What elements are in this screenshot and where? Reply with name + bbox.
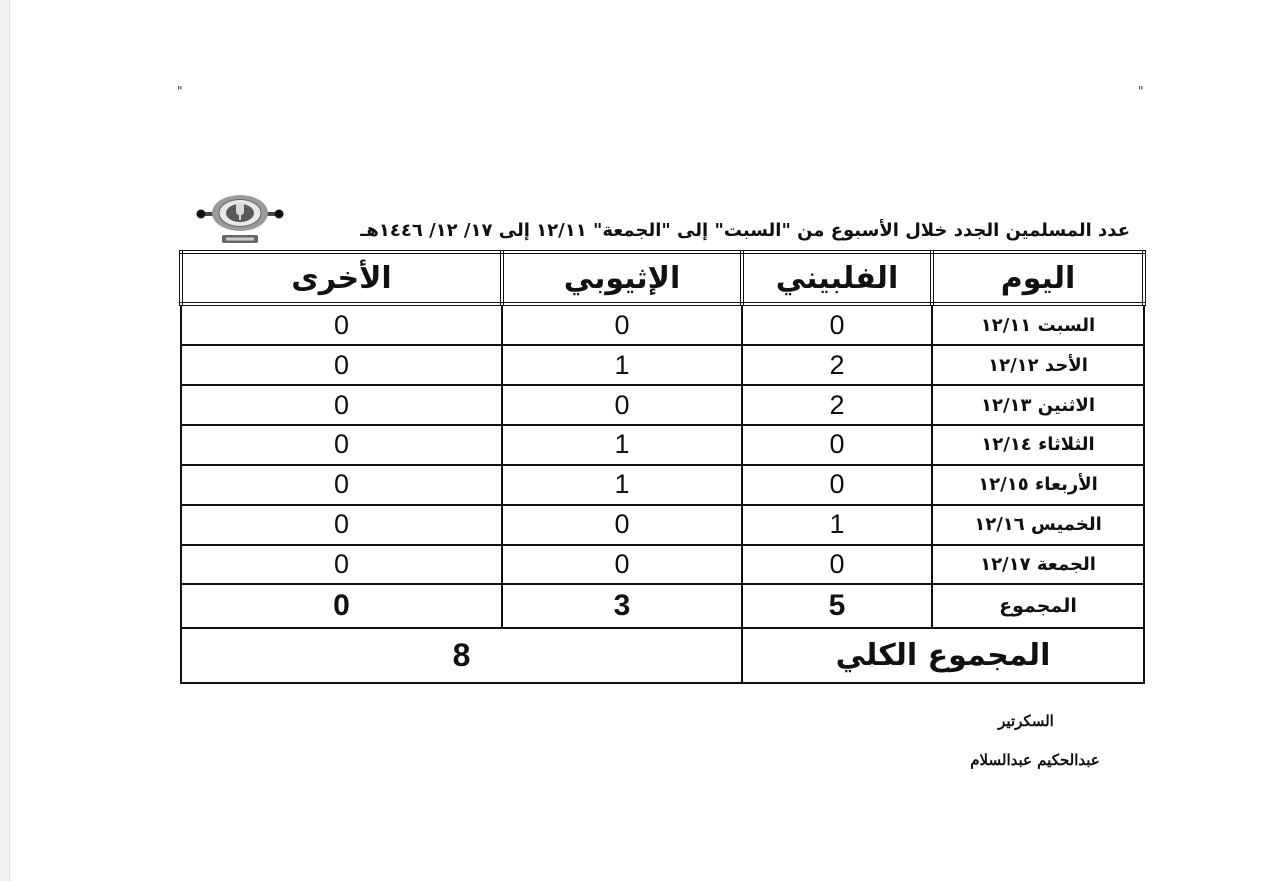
row-filipino: 2 [742,345,932,385]
row-filipino: 0 [742,304,932,345]
row-day: الاثنين ١٢/١٣ [932,385,1144,425]
row-filipino: 0 [742,545,932,585]
corner-mark-right: " [1138,84,1144,98]
row-ethiopian: 1 [502,345,742,385]
row-day: الجمعة ١٢/١٧ [932,545,1144,585]
organization-logo-icon [193,190,287,246]
row-other: 0 [181,545,502,585]
row-other: 0 [181,345,502,385]
table-header-row [181,252,1144,304]
signature-name: عبدالحكيم عبدالسلام [970,751,1100,769]
row-ethiopian: 0 [502,505,742,545]
table-row [181,345,1144,385]
table-row [181,385,1144,425]
row-filipino: 0 [742,425,932,465]
table-row [181,505,1144,545]
row-ethiopian: 0 [502,304,742,345]
row-ethiopian: 0 [502,545,742,585]
row-day: الثلاثاء ١٢/١٤ [932,425,1144,465]
row-filipino: 0 [742,465,932,505]
row-other: 0 [181,425,502,465]
row-filipino: 2 [742,385,932,425]
row-filipino: 1 [742,505,932,545]
corner-mark-left: " [177,84,183,98]
header-filipino: الفلبيني [742,252,932,304]
grand-total-value: 8 [181,628,742,683]
sum-label: المجموع [932,584,1144,628]
header-ethiopian: الإثيوبي [502,252,742,304]
row-day: الأربعاء ١٢/١٥ [932,465,1144,505]
table-row [181,545,1144,585]
row-other: 0 [181,304,502,345]
signature-title: السكرتير [998,712,1054,730]
row-day: السبت ١٢/١١ [932,304,1144,345]
weekly-report-table [179,250,1146,684]
row-day: الأحد ١٢/١٢ [932,345,1144,385]
grand-total-label: المجموع الكلي [742,628,1144,683]
page-left-edge [0,0,10,881]
sum-filipino: 5 [742,584,932,628]
sum-row [181,584,1144,628]
row-other: 0 [181,505,502,545]
row-ethiopian: 1 [502,425,742,465]
sum-other: 0 [181,584,502,628]
header-other: الأخرى [181,252,502,304]
report-title: عدد المسلمين الجدد خلال الأسبوع من "السبت" إلى "الجمعة" ١٢/١١ إلى ١٧/ ١٢/ ١٤٤٦هـ [360,220,1130,241]
table-row [181,425,1144,465]
table-row [181,304,1144,345]
sum-ethiopian: 3 [502,584,742,628]
row-other: 0 [181,465,502,505]
row-ethiopian: 0 [502,385,742,425]
header-day: اليوم [932,252,1144,304]
table-row [181,465,1144,505]
row-other: 0 [181,385,502,425]
row-day: الخميس ١٢/١٦ [932,505,1144,545]
grand-total-row [181,628,1144,683]
row-ethiopian: 1 [502,465,742,505]
